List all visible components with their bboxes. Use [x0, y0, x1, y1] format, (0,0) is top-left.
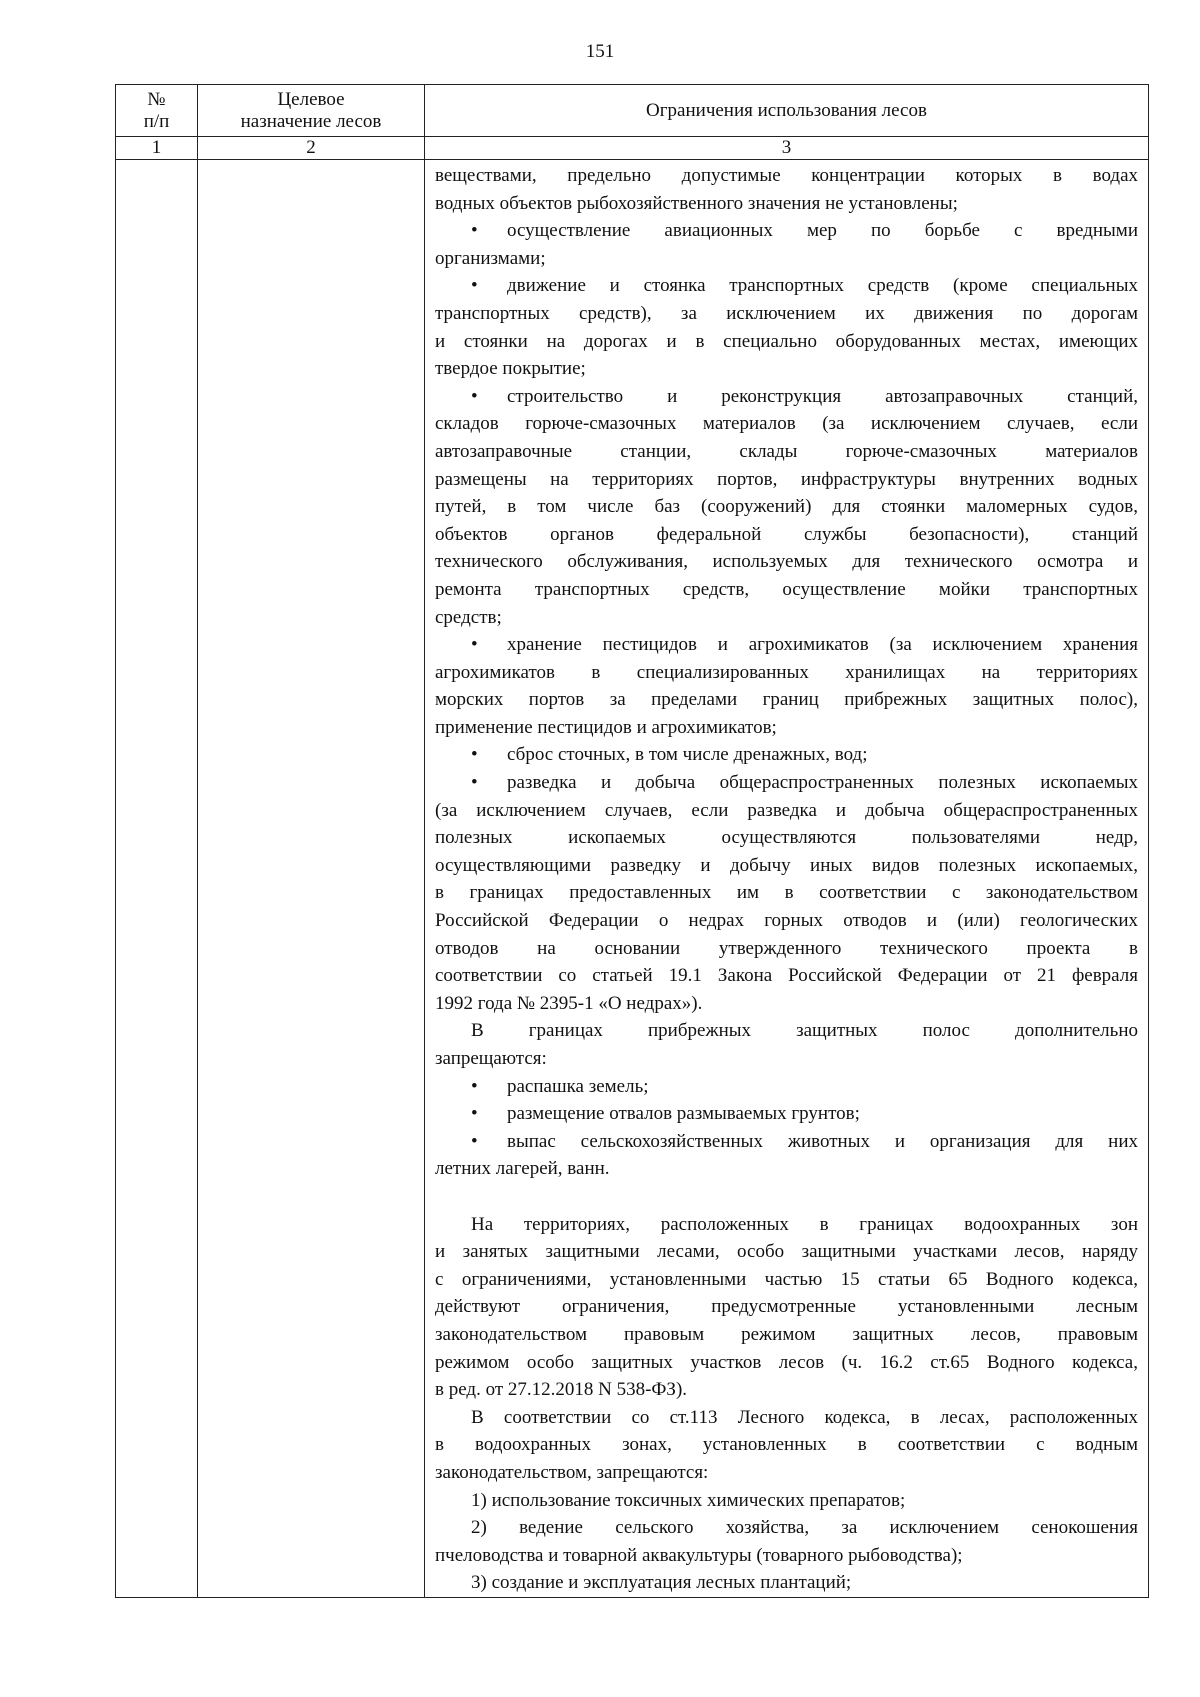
header-purpose-line-2: назначение лесов [240, 110, 382, 132]
bullet-line [435, 1073, 1138, 1101]
header-restrictions-text: Ограничения использования лесов [646, 99, 927, 121]
text-line: Российской Федерации о недрах горных отводов и (или) геологических [435, 910, 1138, 932]
header-number-line-1: № [147, 88, 166, 110]
paragraph-line: В соответствии со ст.113 Лесного кодекса, в лесах, расположенных [471, 1406, 1138, 1428]
bullet-line [435, 1100, 1138, 1128]
bullet-text: движение и стоянка транспортных средств (кроме специальных [507, 275, 1138, 297]
column-number-row [116, 137, 1149, 160]
bullet-text: размещение отвалов размываемых грунтов; [507, 1103, 860, 1125]
text-line: режимом особо защитных участков лесов (ч. 16.2 ст.65 Водного кодекса, [435, 1351, 1138, 1373]
text-line: в водоохранных зонах, установленных в соответствии с водным [435, 1434, 1138, 1456]
header-purpose-line-1: Целевое [277, 88, 345, 110]
text-line: законодательством, запрещаются: [435, 1461, 709, 1483]
text-line: применение пестицидов и агрохимикатов; [435, 716, 777, 738]
bullet-icon: • [471, 1075, 478, 1097]
text-line: организмами; [435, 247, 546, 269]
text-line: (за исключением случаев, если разведка и добыча общераспространенных [435, 799, 1138, 821]
text-line: автозаправочные станции, склады горюче-смазочных материалов [435, 440, 1138, 462]
text-line: объектов органов федеральной службы безопасности), станций [435, 523, 1138, 545]
empty-number-cell [116, 160, 198, 1598]
text-line: средств; [435, 606, 502, 628]
header-purpose [198, 85, 425, 137]
empty-purpose-cell [198, 160, 425, 1598]
bullet-icon: • [471, 385, 478, 407]
bullet-icon: • [471, 275, 478, 297]
bullet-text: строительство и реконструкция автозаправочных станций, [507, 385, 1138, 407]
paragraph-line: На территориях, расположенных в границах водоохранных зон [471, 1213, 1138, 1235]
bullet-text: хранение пестицидов и агрохимикатов (за исключением хранения [507, 634, 1138, 656]
text-line: пчеловодства и товарной аквакультуры (товарного рыбоводства); [435, 1544, 963, 1566]
bullet-line [435, 741, 1138, 769]
bullet-icon: • [471, 220, 478, 242]
text-line: складов горюче-смазочных материалов (за исключением случаев, если [435, 413, 1138, 435]
table-row [116, 160, 1149, 1598]
list-item-line: 3) создание и эксплуатация лесных плантаций; [471, 1572, 852, 1594]
text-line: запрещаются: [435, 1048, 547, 1069]
text-line: твердое покрытие; [435, 358, 586, 380]
bullet-icon: • [471, 772, 478, 794]
bullet-text: сброс сточных, в том числе дренажных, вод; [507, 744, 868, 766]
bullet-line [435, 1128, 1138, 1156]
bullet-icon: • [471, 744, 478, 766]
text-line: размещены на территориях портов, инфраструктуры внутренних водных [435, 468, 1138, 490]
header-restrictions [425, 85, 1149, 137]
text-line: соответствии со статьей 19.1 Закона Российской Федерации от 21 февраля [435, 965, 1138, 987]
paragraph-gap [435, 1183, 1138, 1211]
text-line: ремонта транспортных средств, осуществление мойки транспортных [435, 578, 1138, 600]
bullet-line [435, 217, 1138, 245]
restrictions-table [115, 84, 1149, 1598]
bullet-text: разведка и добыча общераспространенных полезных ископаемых [507, 772, 1138, 794]
page-number: 151 [585, 41, 615, 62]
column-number-3: 3 [425, 137, 1149, 160]
column-number-1: 1 [116, 137, 198, 160]
text-line: морских портов за пределами границ прибрежных защитных полос), [435, 689, 1138, 711]
bullet-line [435, 769, 1138, 797]
text-line: в границах предоставленных им в соответствии с законодательством [435, 882, 1138, 904]
text-line: и занятых защитными лесами, особо защитными участками лесов, наряду [435, 1241, 1138, 1263]
bullet-text: распашка земель; [507, 1075, 649, 1097]
text-line: законодательством правовым режимом защитных лесов, правовым [435, 1323, 1138, 1345]
column-number-2: 2 [198, 137, 425, 160]
table-header-row [116, 85, 1149, 137]
text-line: технического обслуживания, используемых для технического осмотра и [435, 551, 1138, 573]
text-line: и стоянки на дорогах и в специально оборудованных местах, имеющих [435, 330, 1138, 352]
list-item-line: 2) ведение сельского хозяйства, за исключением сенокошения [471, 1517, 1138, 1539]
paragraph-line: В границах прибрежных защитных полос дополнительно [471, 1020, 1138, 1042]
text-line: в ред. от 27.12.2018 N 538-ФЗ). [435, 1379, 688, 1401]
restrictions-text-cell [425, 160, 1149, 1598]
text-line: путей, в том числе баз (сооружений) для стоянки маломерных судов, [435, 496, 1138, 518]
list-item-line: 1) использование токсичных химических препаратов; [471, 1489, 906, 1511]
text-line: 1992 года № 2395-1 «О недрах»). [435, 992, 703, 1014]
text-line: с ограничениями, установленными частью 15 статьи 65 Водного кодекса, [435, 1268, 1138, 1290]
text-line: водных объектов рыбохозяйственного значения не установлены; [435, 192, 958, 214]
text-line: осуществляющими разведку и добычу иных видов полезных ископаемых, [435, 854, 1138, 876]
text-line: летних лагерей, ванн. [435, 1158, 610, 1180]
bullet-icon: • [471, 1130, 478, 1152]
bullet-text: осуществление авиационных мер по борьбе с вредными [507, 220, 1138, 242]
bullet-line [435, 272, 1138, 300]
bullet-line [435, 631, 1138, 659]
text-line: действуют ограничения, предусмотренные установленными лесным [435, 1296, 1138, 1318]
text-line: транспортных средств), за исключением их движения по дорогам [435, 302, 1138, 324]
text-line: полезных ископаемых осуществляются пользователями недр, [435, 827, 1138, 849]
text-line: агрохимикатов в специализированных хранилищах на территориях [435, 661, 1138, 683]
header-number [116, 85, 198, 137]
text-line: отводов на основании утвержденного технического проекта в [435, 937, 1138, 959]
bullet-line [435, 383, 1138, 411]
bullet-text: выпас сельскохозяйственных животных и организация для них [507, 1130, 1138, 1152]
bullet-icon: • [471, 1103, 478, 1125]
text-line: веществами, предельно допустимые концентрации которых в водах [435, 165, 1138, 186]
header-number-line-2: п/п [143, 110, 170, 132]
bullet-icon: • [471, 634, 478, 656]
